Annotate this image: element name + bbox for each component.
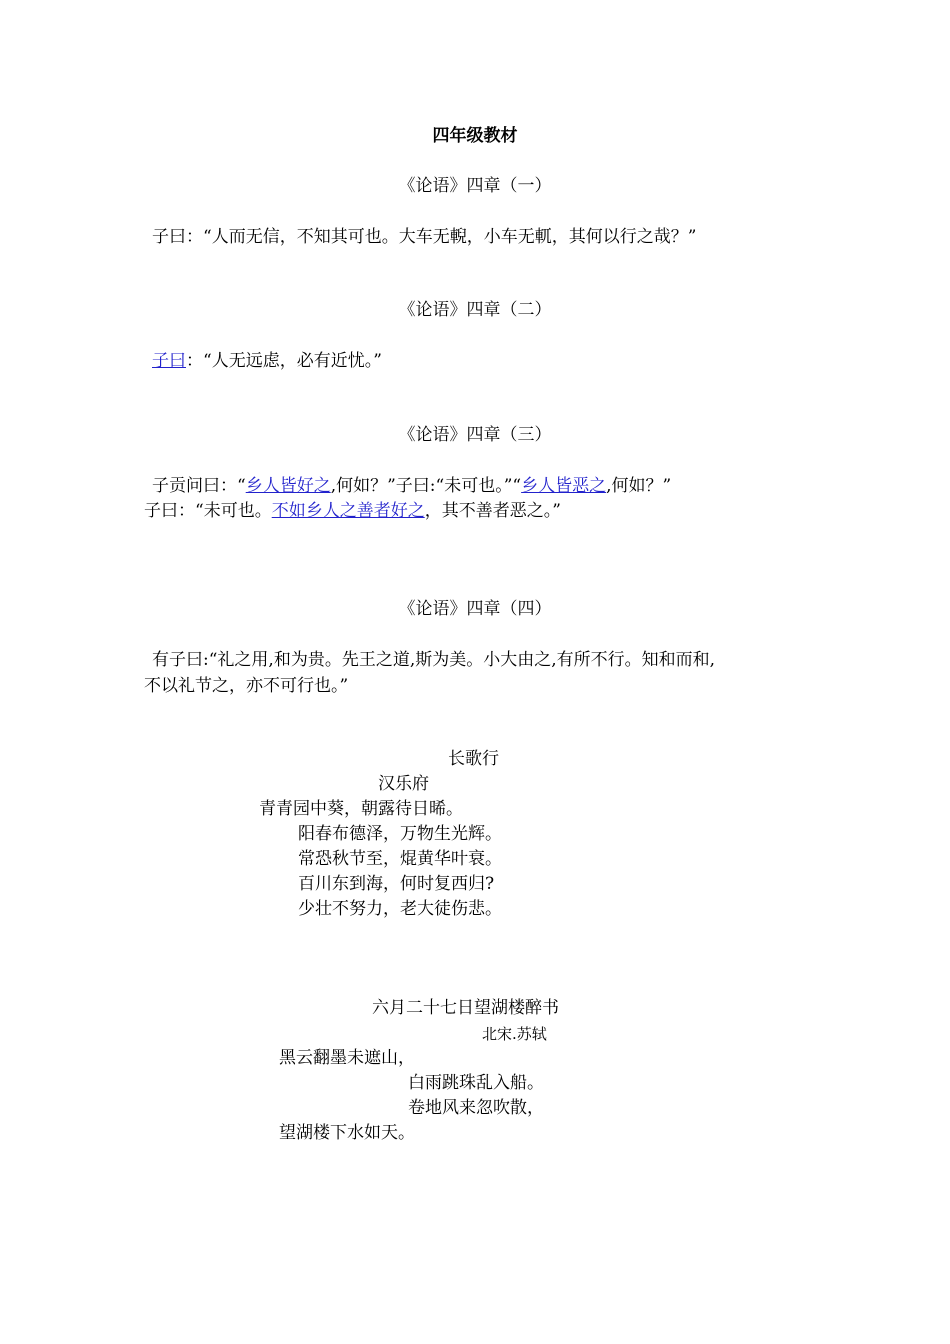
page-title: 四年级教材: [432, 126, 518, 146]
poem-2-line: 黑云翻墨未遮山，: [279, 1048, 415, 1068]
section-text-1: 子曰：“人而无信，不知其可也。大车无輗，小车无軏，其何以行之哉？”: [152, 227, 697, 247]
poem-1-line: 阳春布德泽，万物生光辉。: [298, 824, 502, 844]
poem-2-line: 白雨跳珠乱入船。: [408, 1073, 544, 1093]
link-bu-ru-xiang-ren[interactable]: 不如乡人之善者好之: [271, 501, 425, 521]
poem-2-title: 六月二十七日望湖楼醉书: [372, 998, 559, 1018]
text-fragment: ，其不善者恶之。”: [424, 501, 561, 521]
poem-1-line: 青青园中葵，朝露待日晞。: [259, 799, 463, 819]
link-xiang-ren-jie-wu[interactable]: 乡人皆恶之: [521, 476, 607, 496]
text-fragment: 子曰：“未可也。: [144, 501, 272, 521]
section-heading-2: 《论语》四章（二）: [398, 300, 552, 320]
section-heading-3: 《论语》四章（三）: [398, 425, 552, 445]
link-zi-yue[interactable]: 子曰: [152, 351, 186, 371]
poem-1-author: 汉乐府: [378, 774, 429, 794]
link-xiang-ren-jie-hao[interactable]: 乡人皆好之: [245, 476, 331, 496]
section-text-4-line-2: 不以礼节之，亦不可行也。”: [144, 676, 349, 696]
section-text-2: [152, 349, 382, 375]
poem-2-line: 望湖楼下水如天。: [279, 1123, 415, 1143]
section-text-4-line-1: 有子曰:“礼之用,和为贵。先王之道,斯为美。小大由之,有所不行。知和而和,: [152, 650, 716, 670]
poem-1-line: 常恐秋节至，焜黄华叶衰。: [298, 849, 502, 869]
section-text-3-line-1: [152, 474, 671, 500]
text-fragment: 子贡问曰：“: [152, 476, 246, 496]
poem-2-author: 北宋.苏轼: [482, 1025, 547, 1043]
poem-1-line: 百川东到海，何时复西归?: [298, 874, 495, 894]
poem-1-title: 长歌行: [448, 749, 499, 769]
section-heading-4: 《论语》四章（四）: [398, 599, 552, 619]
section-text-3-line-2: [144, 499, 561, 525]
text-fragment: ,何如？”子曰:“未可也。”“: [330, 476, 522, 496]
text-fragment: ,何如？”: [606, 476, 672, 496]
section-heading-1: 《论语》四章（一）: [398, 176, 552, 196]
poem-2-line: 卷地风来忽吹散，: [408, 1098, 544, 1118]
poem-1-line: 少壮不努力，老大徒伤悲。: [298, 899, 502, 919]
section-text-2-rest: ：“人无远虑，必有近忧。”: [186, 351, 382, 371]
